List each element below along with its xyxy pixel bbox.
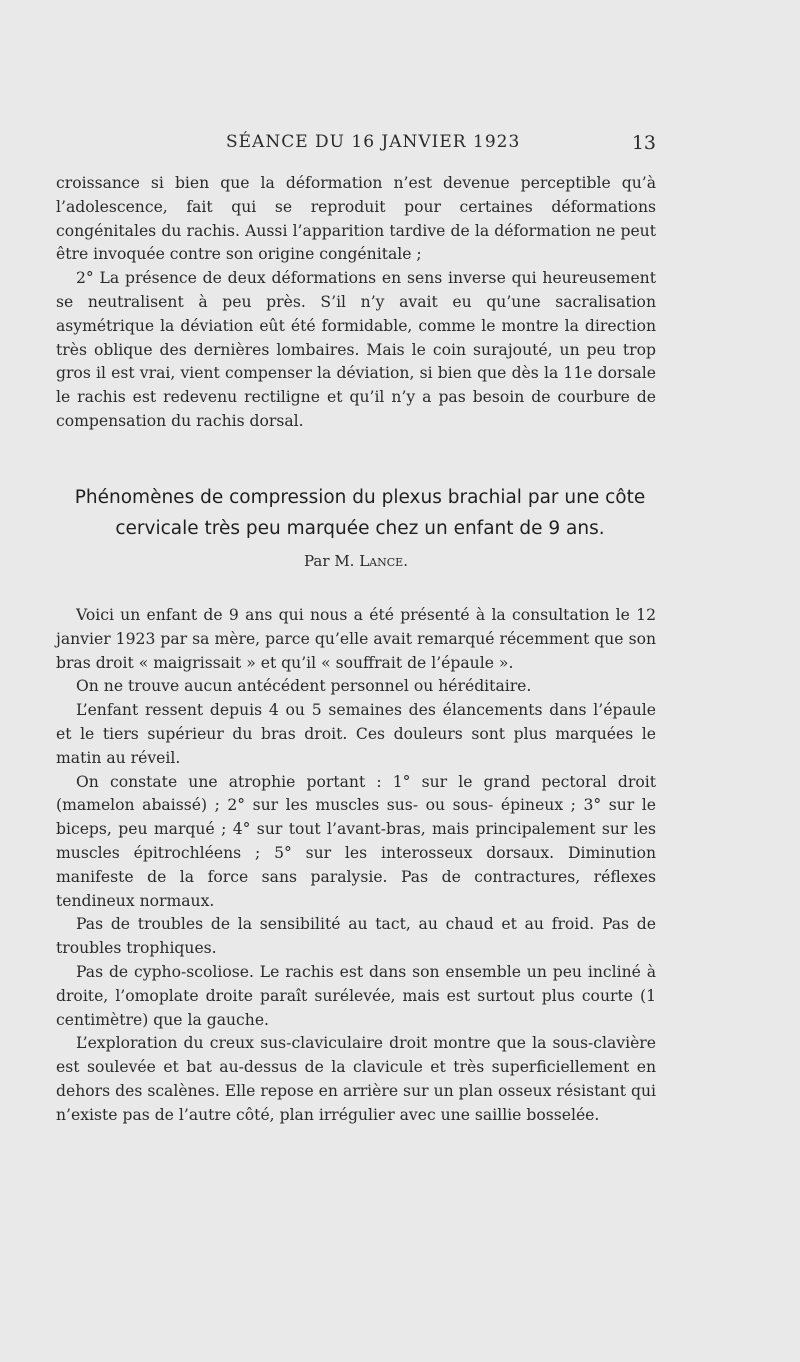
page-number: 13	[631, 132, 656, 154]
page-header	[56, 132, 656, 158]
running-title: SÉANCE DU 16 JANVIER 1923	[226, 132, 521, 152]
paragraph: 2° La présence de deux déformations en sens inverse qui heureusement se neutralisent à peu près. S’il n’y avait eu qu’une sacralisation asymétrique la déviation eût été formidable, comme le montre la direction très oblique des dernières lombaires. Mais le coin surajouté, un peu trop gros il est vrai, vient compenser la déviation, si bien que dès la 11e dorsale le rachis est redevenu rectiligne et qu’il n’y a pas besoin de courbure de compensation du rachis dorsal.	[56, 269, 656, 430]
continuation-text	[56, 172, 656, 434]
byline	[56, 552, 656, 570]
paragraph: Voici un enfant de 9 ans qui nous a été présenté à la consultation le 12 janvier 1923 par sa mère, parce qu’elle avait remarqué récemment que son bras droit « maigrissait » et qu’il « souffrait de l’épaule ».	[56, 606, 656, 672]
paragraph: L’exploration du creux sus-claviculaire droit montre que la sous-clavière est soulevée et bat au-dessus de la clavicule et très superficiellement en dehors des scalènes. Elle repose en arrière sur un plan osseux résistant qui n’existe pas de l’autre côté, plan irrégulier avec une saillie bosselée.	[56, 1034, 656, 1124]
paragraph: On constate une atrophie portant : 1° sur le grand pectoral droit (mamelon abaissé) ; 2° sur les muscles sus- ou sous- épineux ; 3° sur le biceps, peu marqué ; 4° sur tout l’avant-bras, mais principalement sur les muscles épitrochléens ; 5° sur les interosseux dorsaux. Diminution manifeste de la force sans paralysie. Pas de contractures, réflexes tendineux normaux.	[56, 772, 656, 910]
byline-prefix: Par M.	[304, 552, 360, 570]
paragraph: On ne trouve aucun antécédent personnel ou héréditaire.	[76, 677, 532, 696]
paragraph: croissance si bien que la déformation n’est devenue perceptible qu’à l’adolescence, fait qui se reproduit pour certaines déformations congénitales du rachis. Aussi l’apparition tardive de la déformation ne peut être invoquée contre son origine congénitale ;	[56, 174, 656, 264]
author-name: Lance.	[359, 552, 408, 570]
article-body	[56, 604, 656, 1128]
article-title: Phénomènes de compression du plexus brachial par une côte cervicale très peu marquée chez un enfant de 9 ans.	[74, 487, 646, 539]
paragraph: L’enfant ressent depuis 4 ou 5 semaines des élancements dans l’épaule et le tiers supérieur du bras droit. Ces douleurs sont plus marquées le matin au réveil.	[56, 701, 656, 767]
paragraph: Pas de cypho-scoliose. Le rachis est dans son ensemble un peu incliné à droite, l’omoplate droite paraît surélevée, mais est surtout plus courte (1 centimètre) que la gauche.	[56, 962, 656, 1029]
paragraph: Pas de troubles de la sensibilité au tact, au chaud et au froid. Pas de troubles trophiques.	[56, 915, 656, 958]
